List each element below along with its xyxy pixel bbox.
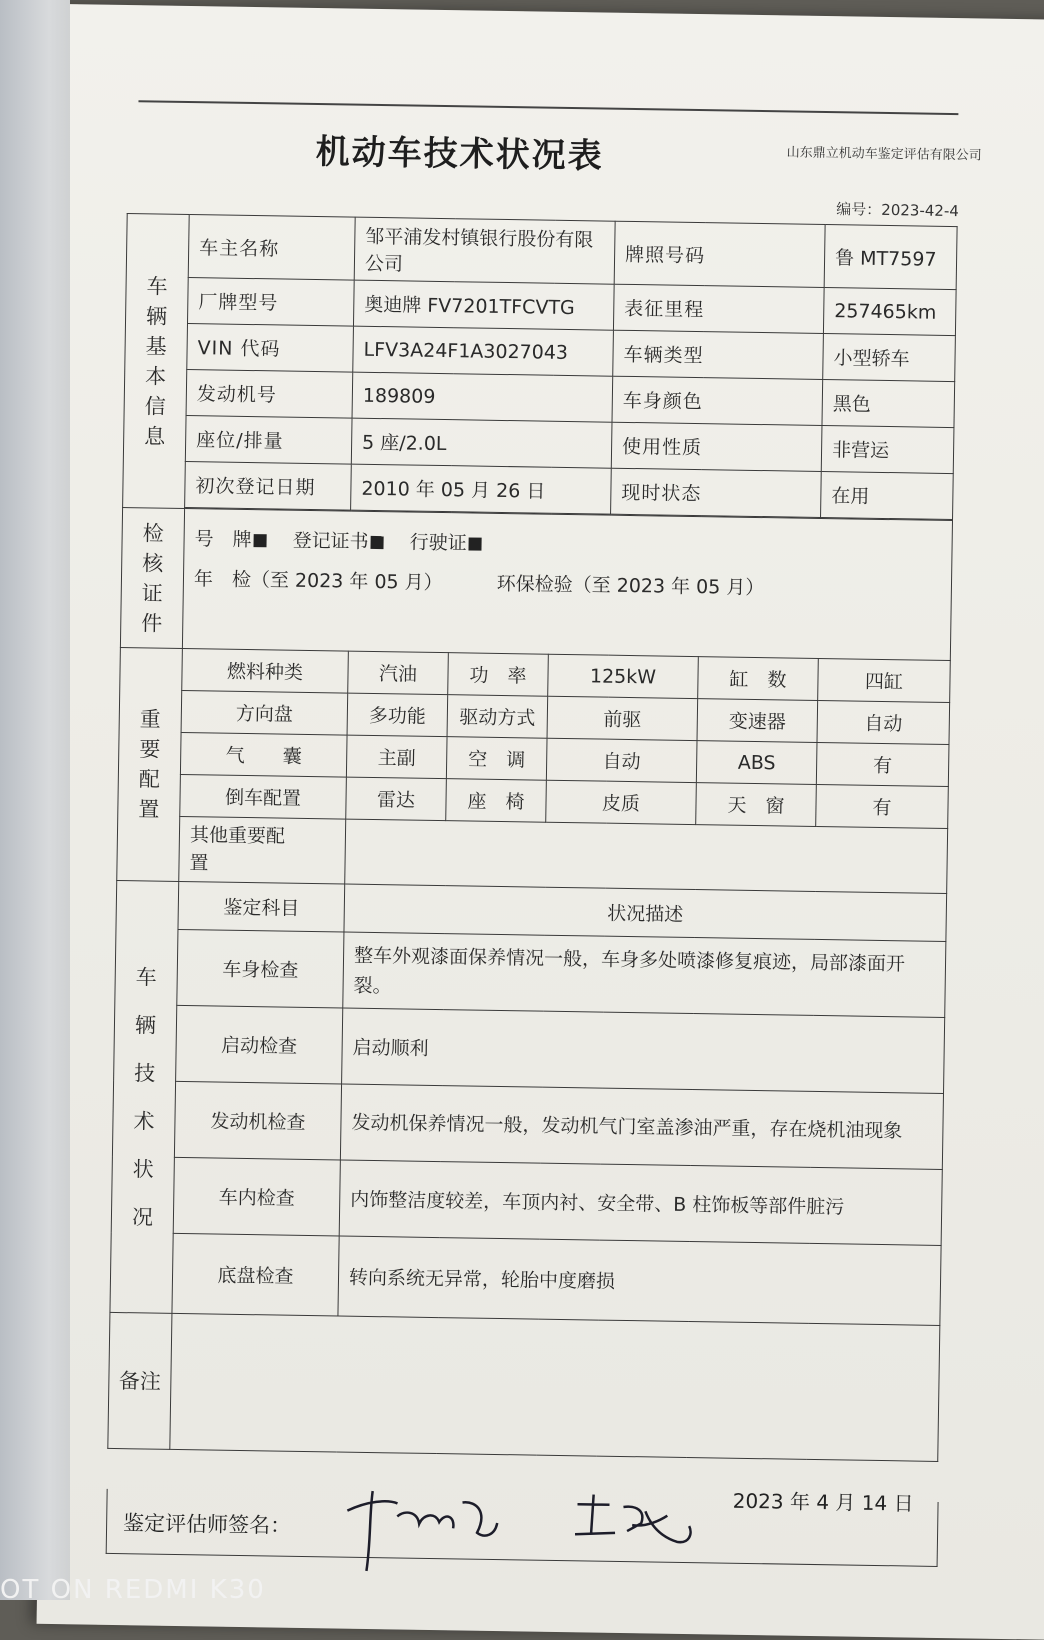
model-value: 奥迪牌 FV7201TFCVTG — [353, 280, 614, 330]
config-value: 自动 — [817, 700, 950, 744]
config-value: 前驱 — [547, 696, 698, 740]
item-header: 鉴定科目 — [178, 881, 345, 932]
vin-value: LFV3A24F1A3027043 — [353, 326, 614, 376]
config-value: 自动 — [546, 738, 697, 782]
reg-cert-check-label: 登记证书 — [292, 529, 369, 553]
other-config-label: 其他重要配 置 — [179, 816, 346, 884]
section-basic-info: 车 辆 基 本 信 息 — [123, 214, 190, 509]
config-label: 气 囊 — [180, 732, 347, 777]
tech-item: 启动检查 — [176, 1005, 343, 1084]
config-value: 主副 — [346, 735, 447, 779]
status-label: 现时状态 — [611, 468, 822, 517]
license-check-box — [469, 537, 482, 550]
section-tech: 车 辆 技 术 状 况 — [110, 880, 179, 1313]
section-remark: 备注 — [108, 1312, 172, 1449]
signature-date: 2023 年 4 月 14 日 — [732, 1488, 914, 1516]
config-label: ABS — [696, 741, 817, 785]
document-page — [37, 4, 1044, 1640]
vehicle-condition-table — [107, 213, 957, 1462]
mileage-value: 257465km — [823, 288, 956, 336]
seat-value: 5 座/2.0L — [351, 418, 612, 468]
config-label: 座 椅 — [446, 779, 547, 823]
engine-label: 发动机号 — [186, 370, 353, 419]
status-value: 在用 — [821, 471, 954, 519]
config-label: 缸 数 — [698, 657, 819, 701]
license-check-label: 行驶证 — [409, 531, 467, 555]
reg-cert-check-box — [371, 536, 384, 549]
adjacent-page-edge — [0, 0, 70, 1600]
config-value: 125kW — [548, 654, 699, 698]
plate-value: 鲁 MT7597 — [824, 225, 957, 290]
other-config-value — [345, 819, 948, 893]
remark-value — [170, 1313, 940, 1461]
tech-desc: 启动顺利 — [342, 1008, 945, 1093]
config-value: 多功能 — [347, 693, 448, 737]
config-value: 有 — [816, 784, 949, 828]
tech-desc: 转向系统无异常，轮胎中度磨损 — [338, 1236, 941, 1325]
use-label: 使用性质 — [611, 422, 822, 471]
tech-item: 车身检查 — [177, 929, 344, 1008]
tech-item: 车内检查 — [173, 1157, 340, 1236]
camera-watermark: OT ON REDMI K30 — [0, 1575, 266, 1605]
color-label: 车身颜色 — [612, 376, 823, 425]
plate-label: 牌照号码 — [614, 221, 825, 287]
page-title: 机动车技术状况表 — [315, 132, 604, 177]
regdate-value: 2010 年 05 月 26 日 — [351, 464, 612, 514]
engine-value: 189809 — [352, 372, 613, 422]
tech-item: 发动机检查 — [174, 1081, 341, 1160]
owner-label: 车主名称 — [188, 215, 355, 281]
company-name: 山东鼎立机动车鉴定评估有限公司 — [786, 145, 982, 164]
config-label: 燃料种类 — [182, 648, 349, 693]
tech-item: 底盘检查 — [172, 1233, 339, 1316]
config-label: 倒车配置 — [180, 774, 347, 819]
document-number: 编号：2023-42-4 — [836, 200, 959, 221]
config-label: 天 窗 — [696, 783, 817, 827]
desc-header: 状况描述 — [344, 884, 947, 941]
config-value: 汽油 — [348, 651, 449, 695]
config-value: 四缸 — [818, 658, 951, 702]
config-value: 有 — [816, 742, 949, 786]
tech-desc: 发动机保养情况一般，发动机气门室盖渗油严重，存在烧机油现象 — [340, 1084, 943, 1169]
tech-desc: 整车外观漆面保养情况一般，车身多处喷漆修复痕迹，局部漆面开裂。 — [343, 932, 946, 1017]
mileage-label: 表征里程 — [613, 284, 824, 333]
seat-label: 座位/排量 — [185, 415, 352, 464]
regdate-label: 初次登记日期 — [185, 461, 352, 510]
config-label: 变速器 — [697, 699, 818, 743]
config-value: 雷达 — [346, 777, 447, 821]
handwritten-signatures — [327, 1470, 748, 1567]
vehicle-type-label: 车辆类型 — [613, 330, 824, 379]
model-label: 厂牌型号 — [187, 278, 354, 327]
signature-area — [106, 1489, 939, 1567]
config-label: 功 率 — [448, 653, 549, 697]
config-label: 方向盘 — [181, 690, 348, 735]
vin-label: VIN 代码 — [187, 324, 354, 373]
annual-inspection: 年 检（至 2023 年 05 月） — [193, 568, 443, 595]
section-documents: 检 核 证 件 — [120, 508, 184, 649]
plate-check-label: 号 牌 — [194, 528, 252, 552]
color-value: 黑色 — [822, 379, 955, 427]
section-config: 重 要 配 置 — [117, 647, 183, 881]
plate-check-box — [254, 534, 267, 547]
config-value: 皮质 — [546, 780, 697, 824]
config-label: 空 调 — [446, 737, 547, 781]
config-label: 驱动方式 — [447, 695, 548, 739]
signature-label: 鉴定评估师签名： — [122, 1511, 292, 1538]
header-rule — [138, 100, 958, 115]
tech-desc: 内饰整洁度较差，车顶内衬、安全带、B 柱饰板等部件脏污 — [339, 1160, 942, 1245]
env-inspection: 环保检验（至 2023 年 05 月） — [496, 572, 765, 600]
owner-value: 邹平浦发村镇银行股份有限公司 — [354, 217, 615, 284]
vehicle-type-value: 小型轿车 — [823, 334, 956, 382]
use-value: 非营运 — [821, 425, 954, 473]
